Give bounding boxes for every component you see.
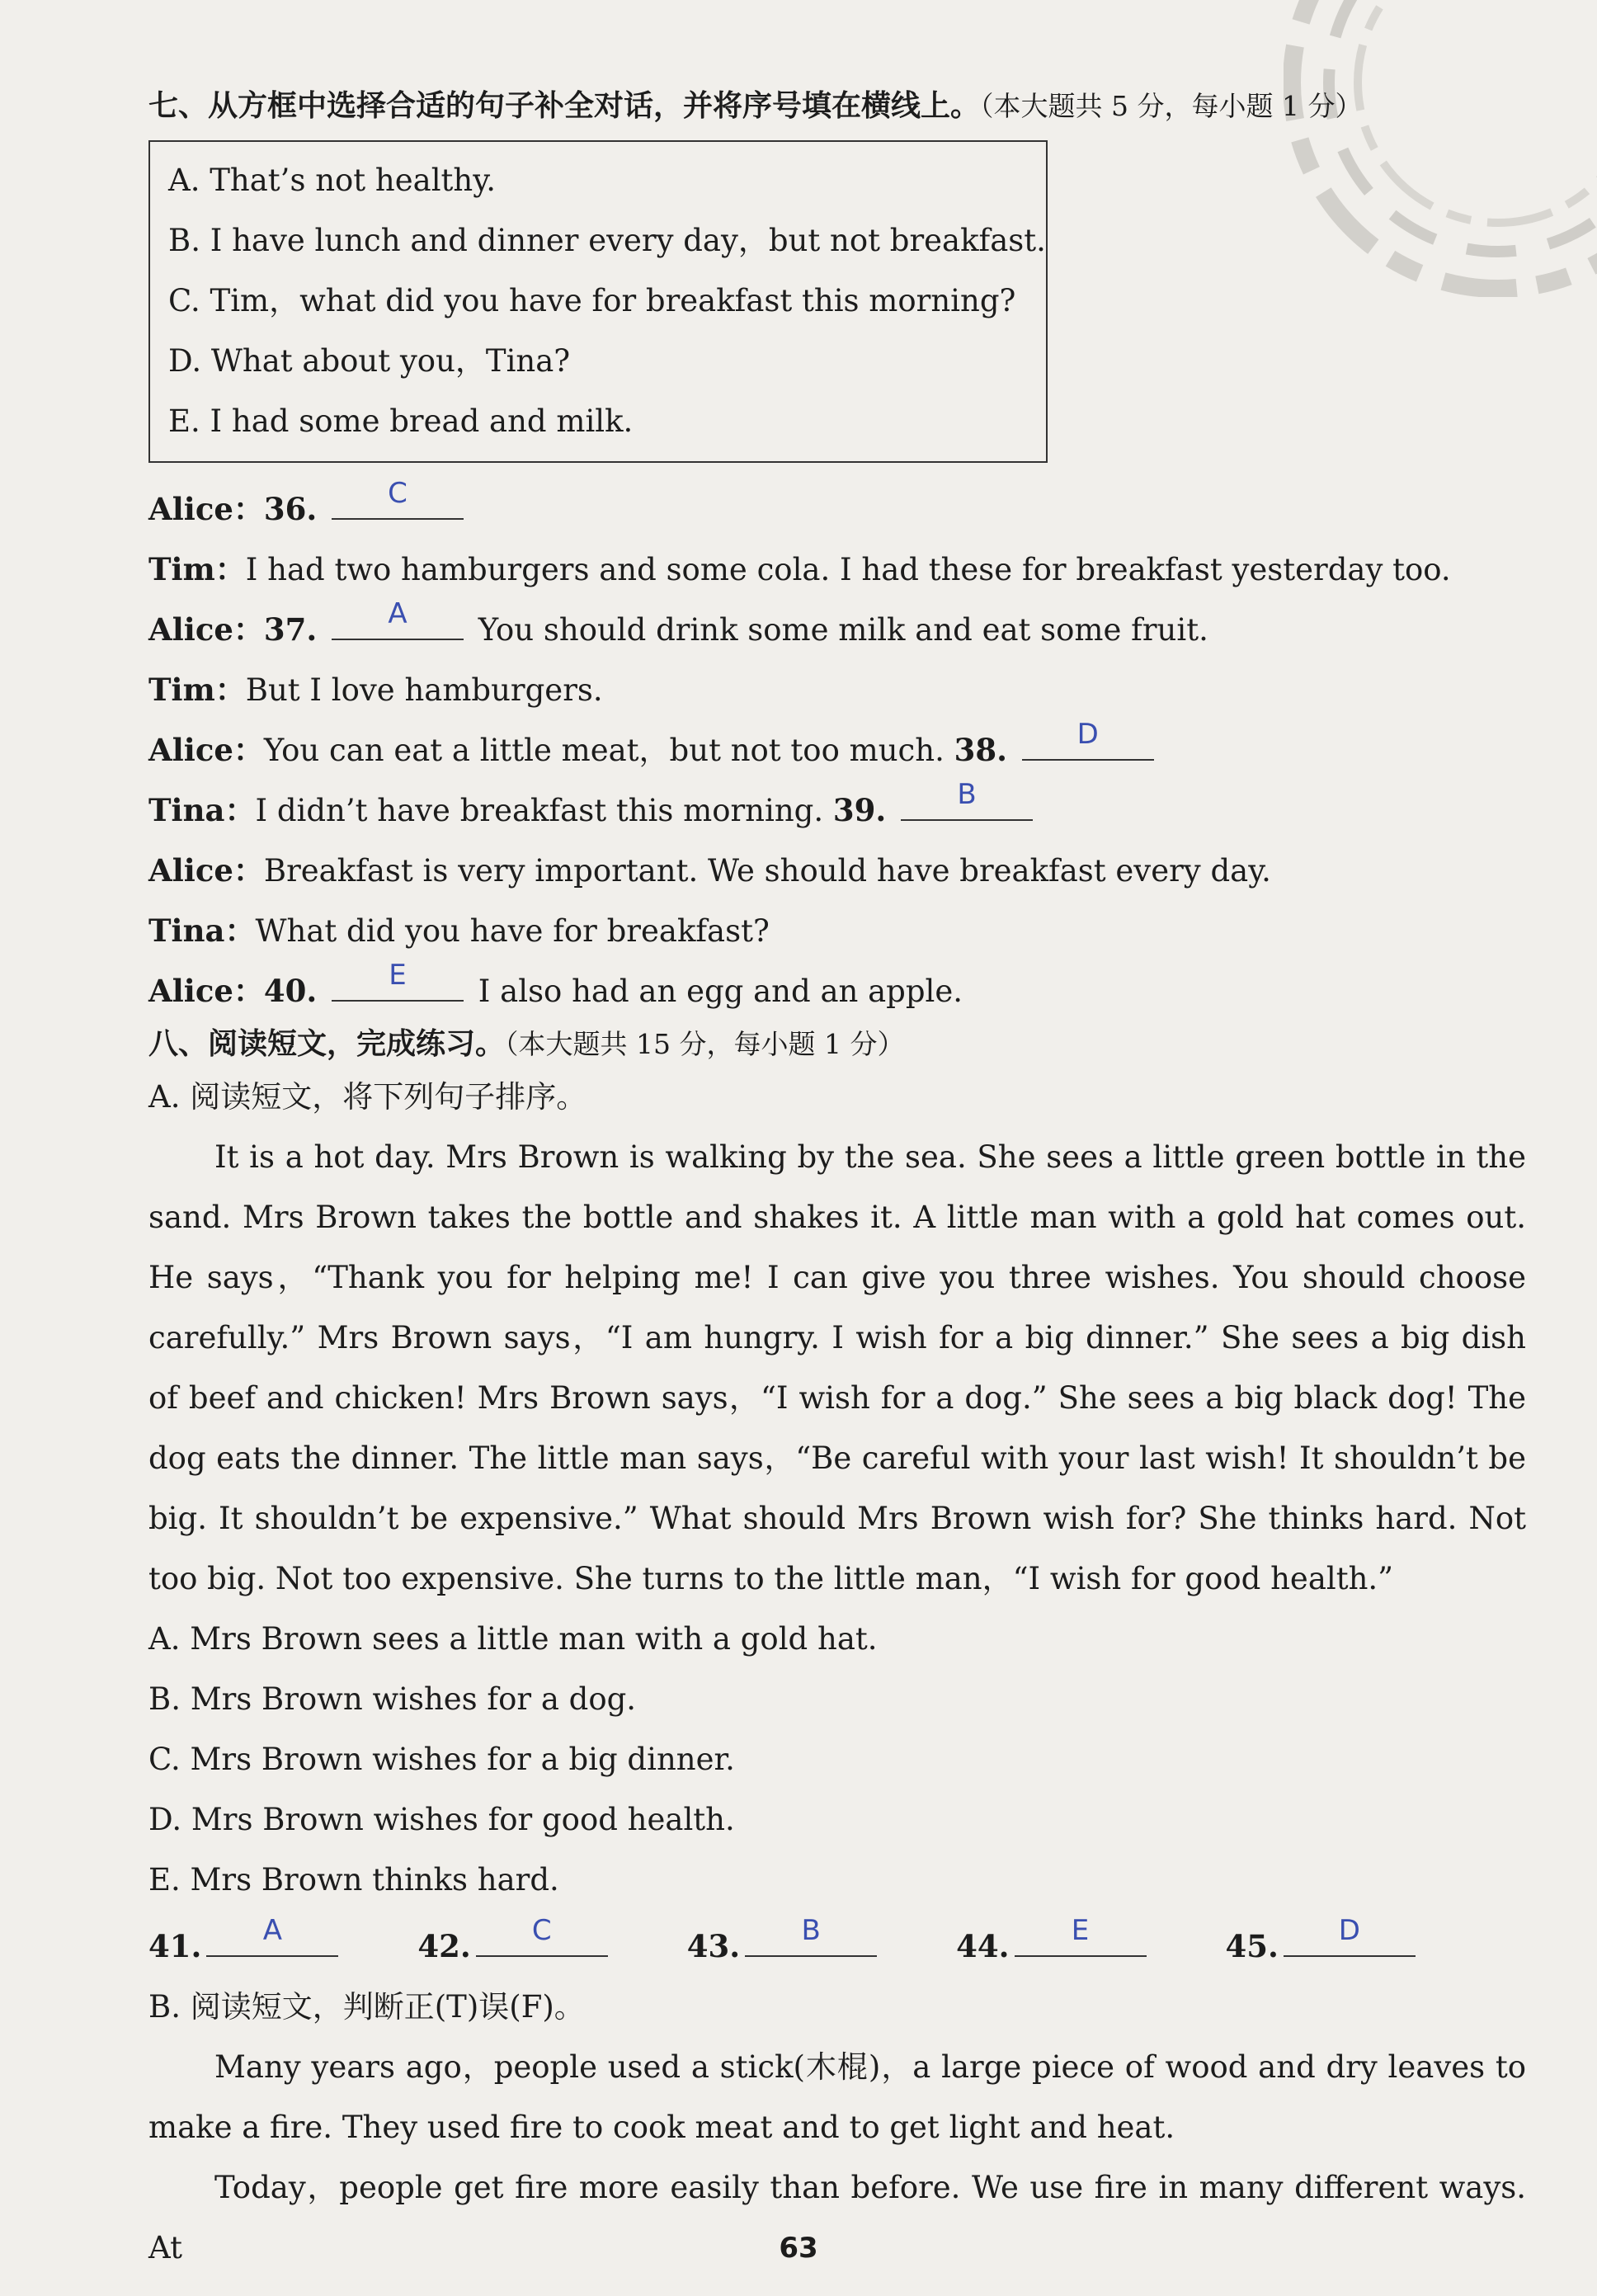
answer-43: 43. B [687,1916,882,1977]
sentence-a: A. Mrs Brown sees a little man with a gold hat. [148,1620,878,1657]
section-7-title: 七、从方框中选择合适的句子补全对话，并将序号填在横线上。（本大题共 5 分，每小题 1 分） [148,88,1363,123]
option-b: B. I have lunch and dinner every day，but not breakfast. [168,222,1046,258]
answer-blank-39[interactable]: B [901,791,1033,821]
part-a-instruction: A. 阅读短文，将下列句子排序。 [148,1078,587,1115]
part-a-passage: It is a hot day. Mrs Brown is walking by the sea. She sees a little green bottle in the sand. Mrs Brown takes the bottle and shakes it. A little man with a gold hat comes out. He says，“Thank you for helping me! I can give you three wishes. You should choose carefully.” Mrs Brown says，“I am hungry. I wish for a big dinner.” She sees a big dish of beef and chicken! Mrs Brown says，“I wish for a dog.” She sees a big black dog! The dog eats the dinner. The little man says，“Be careful with your last wish! It shouldn’t be big. It shouldn’t be expensive.” What should Mrs Brown wish for? She thinks hard. Not too big. Not too expensive. She turns to the little man，“I wish for good health.” [148,1139,1526,1596]
answer-41: 41. A [148,1916,343,1977]
part-b-paragraph-1: Many years ago，people used a stick(木棍)，a large piece of wood and dry leaves to make a fire. They used fire to cook meat and to get light and heat. [148,2048,1526,2145]
dialogue-line-38: Alice：You can eat a little meat，but not too much. 38. D [148,720,1526,780]
dialogue-line-tina-2: Tina：What did you have for breakfast? [148,912,770,949]
answer-blank-45[interactable]: D [1284,1927,1416,1957]
sentence-e: E. Mrs Brown thinks hard. [148,1861,559,1898]
answer-blank-42[interactable]: C [476,1927,608,1957]
dialogue-line-tim-2: Tim：But I love hamburgers. [148,671,603,708]
page-number: 63 [779,2232,818,2265]
option-d: D. What about you，Tina? [168,342,571,379]
answer-blank-43[interactable]: B [745,1927,877,1957]
options-box [148,140,1048,463]
answer-blank-38[interactable]: D [1022,731,1154,761]
sentence-d: D. Mrs Brown wishes for good health. [148,1801,735,1837]
option-e: E. I had some bread and milk. [168,403,634,439]
dialogue-line-tim-1: Tim：I had two hamburgers and some cola. I had these for breakfast yesterday too. [148,550,1451,587]
answer-blank-41[interactable]: A [206,1927,338,1957]
dialogue-line-37: Alice：37. A You should drink some milk and eat some fruit. [148,596,1208,648]
part-b-instruction: B. 阅读短文，判断正(T)误(F)。 [148,1988,585,2025]
option-a: A. That’s not healthy. [168,162,496,198]
sentence-b: B. Mrs Brown wishes for a dog. [148,1681,637,1717]
option-c: C. Tim，what did you have for breakfast this morning? [168,282,1016,318]
answer-45: 45. D [1226,1916,1420,1977]
sentence-c: C. Mrs Brown wishes for a big dinner. [148,1741,735,1777]
answer-blank-37[interactable]: A [332,611,464,640]
answer-blank-44[interactable]: E [1015,1927,1147,1957]
dialogue-line-36: Alice：36. C [148,479,1526,540]
part-b-paragraph-2: Today，people get fire more easily than before. We use fire in many different ways. At [148,2169,1526,2265]
dialogue-line-alice-3: Alice：Breakfast is very important. We should have breakfast every day. [148,851,1271,889]
section-8-title: 八、阅读短文，完成练习。（本大题共 15 分，每小题 1 分） [148,1025,905,1061]
dialogue-line-40: Alice：40. E I also had an egg and an apple. [148,958,963,1009]
dialogue-line-39: Tina：I didn’t have breakfast this morning. 39. B [148,780,1526,841]
answer-blank-36[interactable]: C [332,490,464,520]
answer-42: 42. C [417,1916,612,1977]
worksheet-page [148,87,1526,2278]
ordering-answers [148,1913,1526,1977]
answer-blank-40[interactable]: E [332,972,464,1002]
answer-44: 44. E [956,1916,1151,1977]
